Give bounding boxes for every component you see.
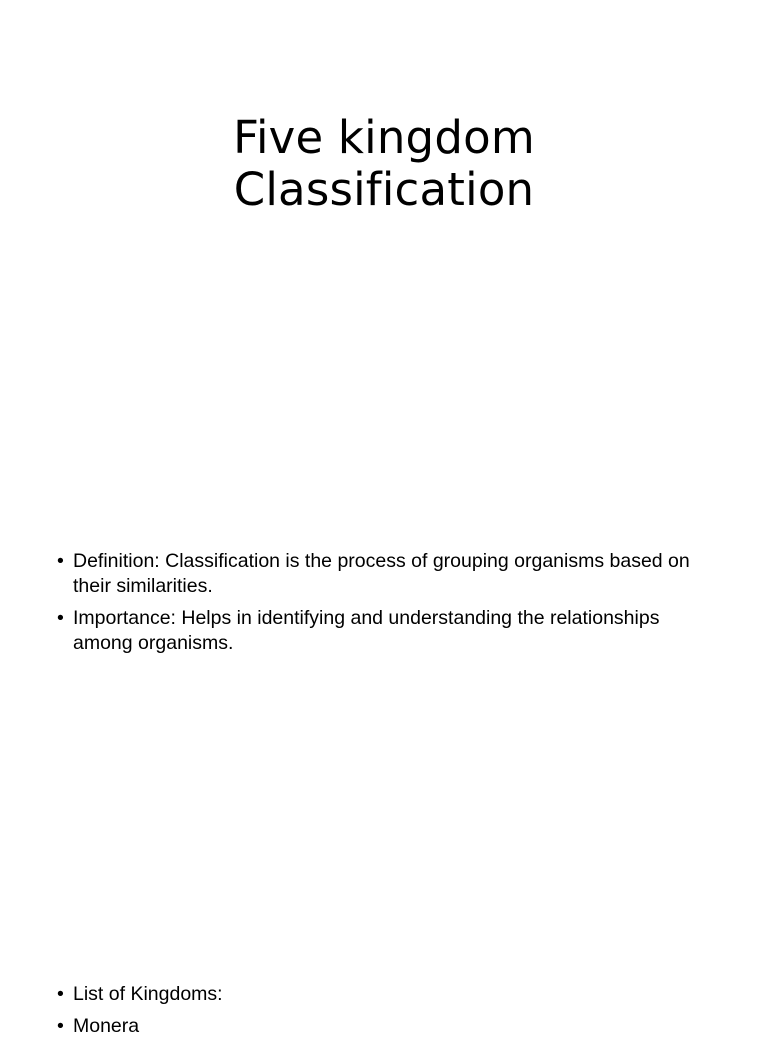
list-item-list-of-kingdoms: • List of Kingdoms: — [57, 982, 707, 1007]
page-title-line-1: Five kingdom — [233, 111, 535, 164]
intro-bullet-list — [57, 549, 707, 663]
kingdoms-bullet-list — [57, 982, 707, 1046]
list-item-definition: • Definition: Classification is the process of grouping organisms based on their similarities. — [57, 549, 707, 599]
list-item-importance: • Importance: Helps in identifying and understanding the relationships among organisms. — [57, 606, 707, 656]
list-item-monera: • Monera — [57, 1014, 707, 1039]
page-title — [0, 112, 768, 216]
page-title-line-2: Classification — [233, 163, 535, 216]
